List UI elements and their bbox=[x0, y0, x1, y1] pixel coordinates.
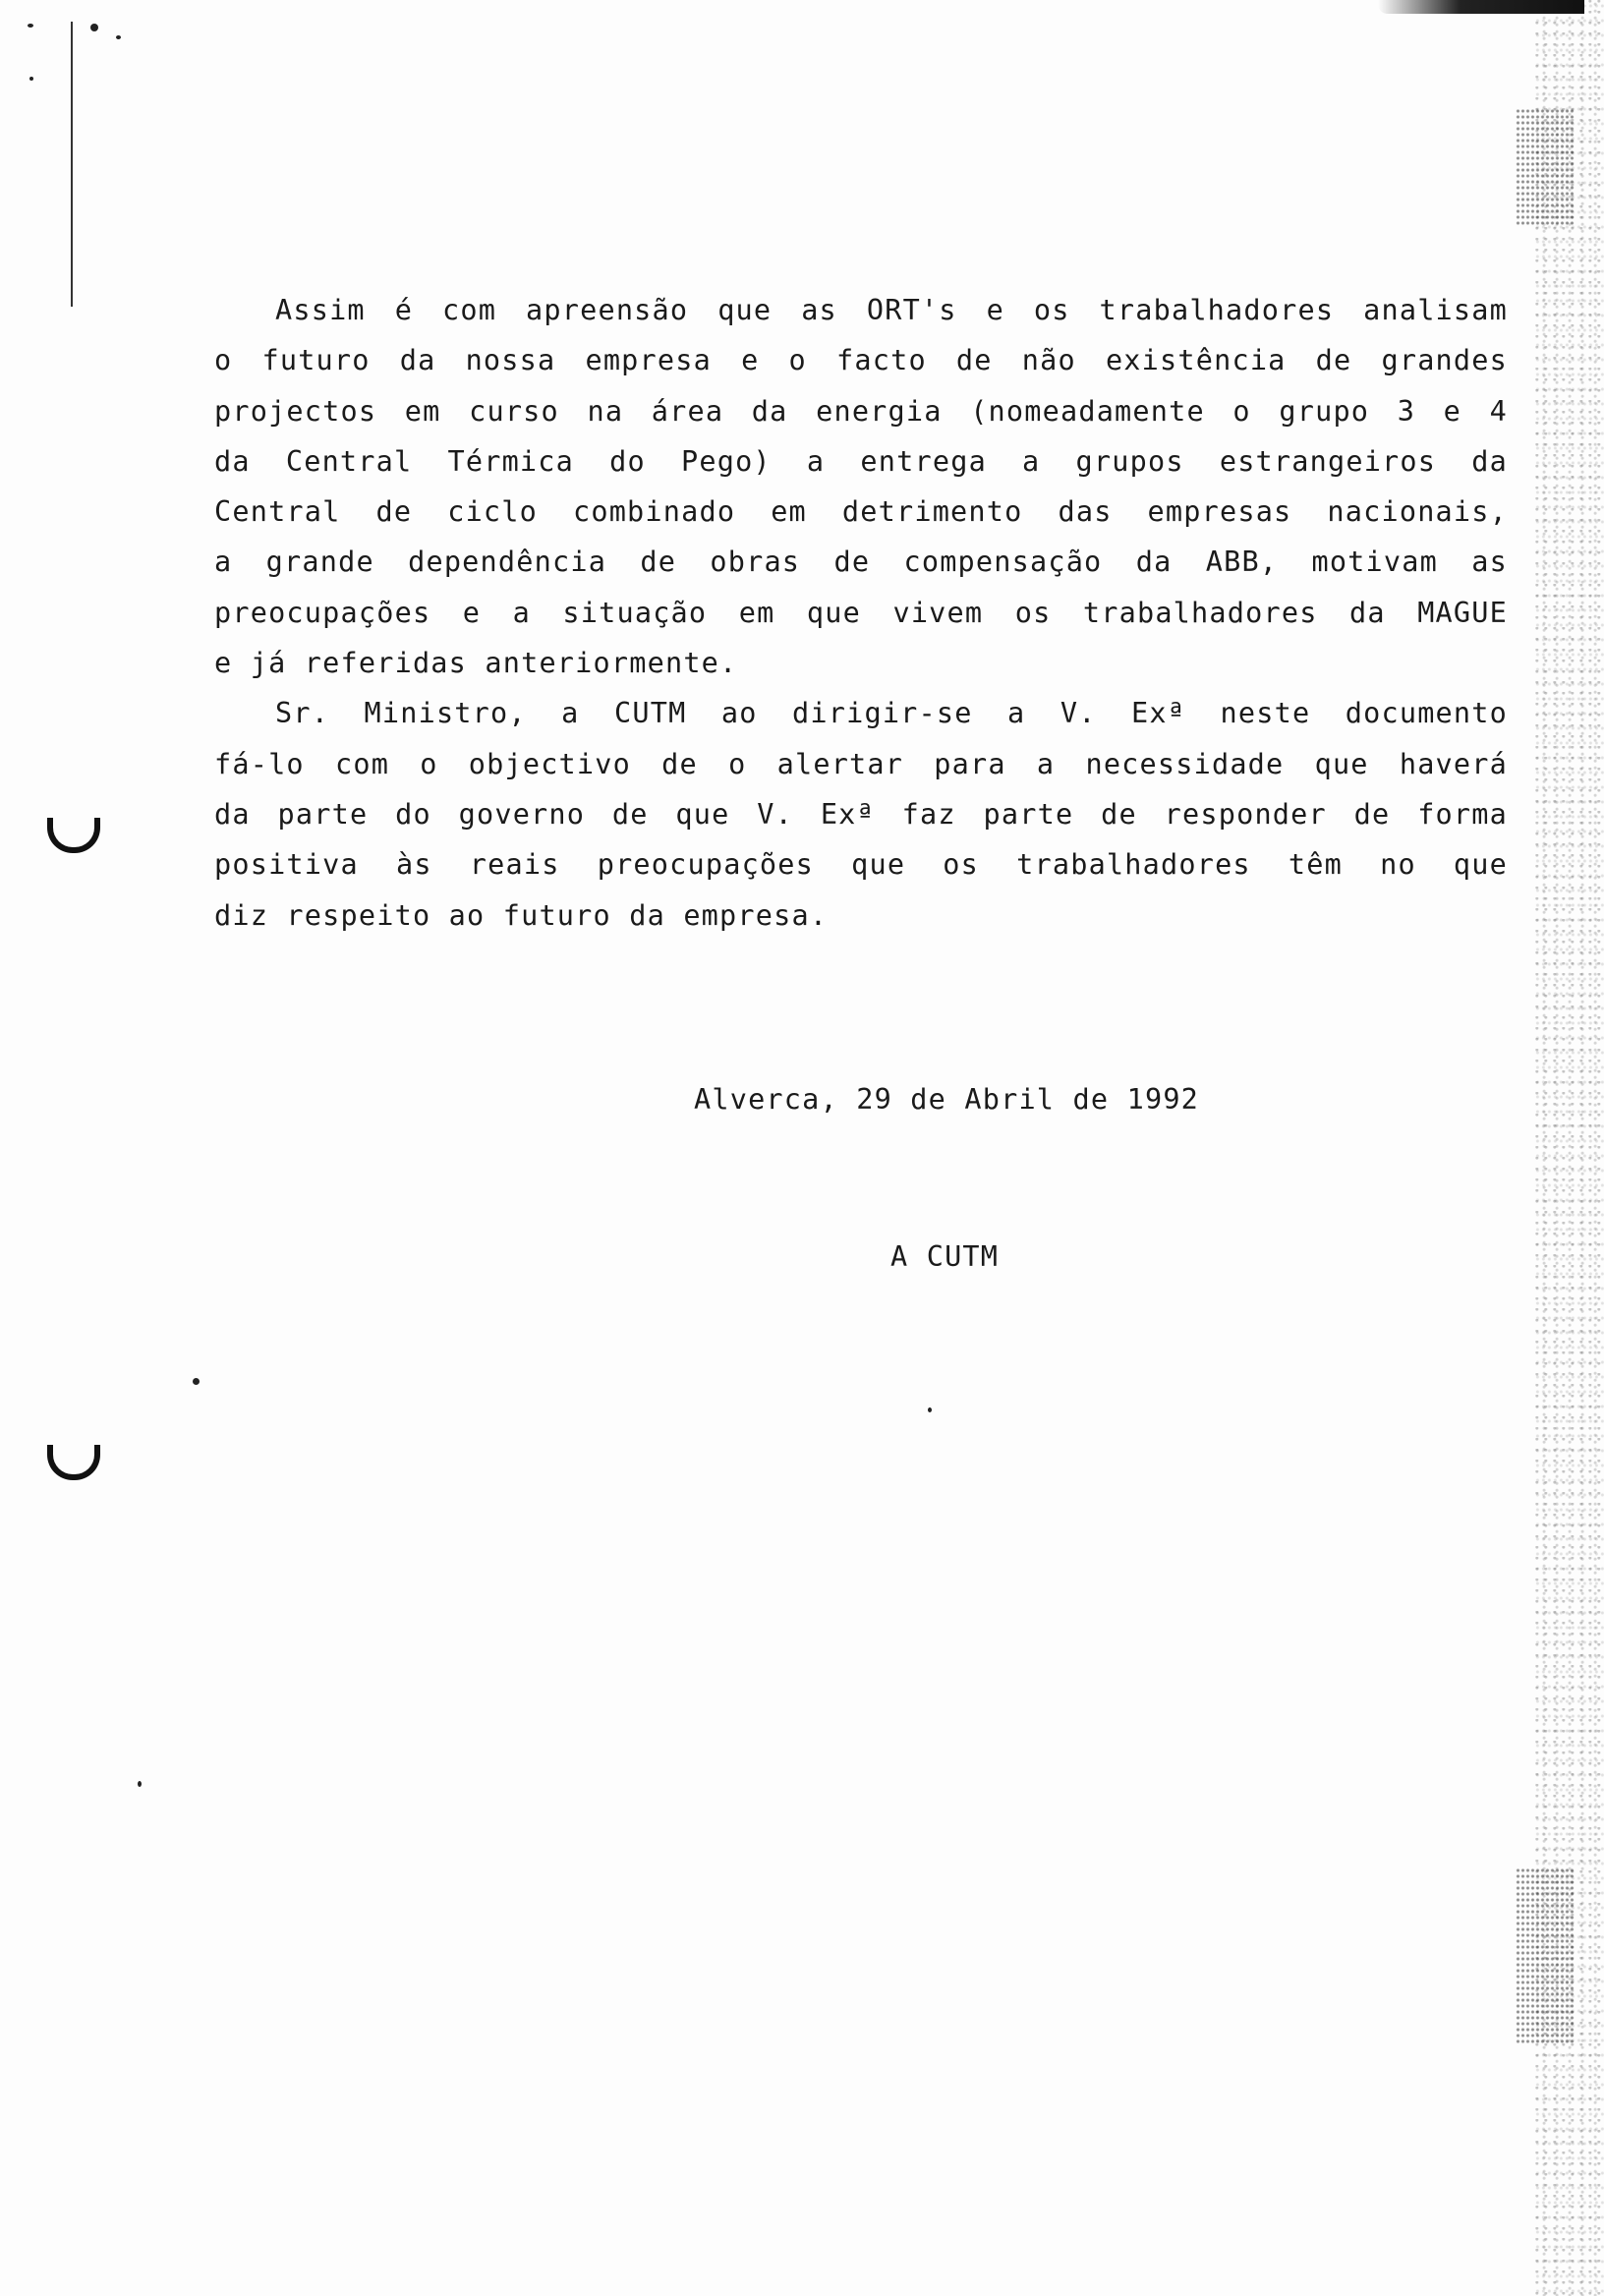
scan-edge-blot bbox=[1516, 1867, 1575, 2044]
scan-speck bbox=[116, 35, 121, 39]
signature: A CUTM bbox=[890, 1240, 1000, 1273]
text-line: e já referidas anteriormente. bbox=[214, 647, 738, 680]
text-line: positiva às reais preocupações que os trabalhadores têm no que bbox=[214, 848, 1508, 882]
text-line: Assim é com apreensão que as ORT's e os trabalhadores analisam bbox=[275, 294, 1508, 326]
letter-body bbox=[214, 285, 1508, 941]
dateline: Alverca, 29 de Abril de 1992 bbox=[694, 1083, 1200, 1116]
paragraph-1 bbox=[214, 285, 1508, 688]
scan-edge-shadow bbox=[1378, 0, 1584, 14]
text-line: o futuro da nossa empresa e o facto de não existência de grandes bbox=[214, 344, 1508, 377]
text-line: Central de ciclo combinado em detrimento das empresas nacionais, bbox=[214, 495, 1508, 529]
punch-hole-icon bbox=[47, 818, 100, 853]
binding-edge-line bbox=[71, 22, 73, 307]
scan-speck bbox=[90, 24, 98, 31]
scan-speck bbox=[28, 24, 33, 28]
text-line: fá-lo com o objectivo de o alertar para a necessidade que haverá bbox=[214, 747, 1508, 780]
text-line: diz respeito ao futuro da empresa. bbox=[214, 898, 829, 932]
text-line: a grande dependência de obras de compensação da ABB, motivam as bbox=[214, 545, 1508, 579]
text-line: da parte do governo de que V. Exª faz parte de responder de forma bbox=[214, 797, 1508, 831]
scan-edge-blot bbox=[1516, 108, 1575, 226]
scan-speck bbox=[193, 1378, 200, 1385]
text-line: projectos em curso na área da energia (nomeadamente o grupo 3 e 4 bbox=[214, 394, 1508, 428]
text-line: preocupações e a situação em que vivem os trabalhadores da MAGUE bbox=[214, 596, 1508, 629]
scan-speck bbox=[928, 1407, 932, 1412]
text-line: da Central Térmica do Pego) a entrega a grupos estrangeiros da bbox=[214, 444, 1508, 478]
paragraph-2 bbox=[214, 688, 1508, 940]
scan-speck bbox=[138, 1781, 142, 1787]
punch-hole-icon bbox=[47, 1445, 100, 1480]
scan-speck bbox=[29, 77, 33, 81]
text-line: Sr. Ministro, a CUTM ao dirigir-se a V. Exª neste documento bbox=[275, 697, 1508, 730]
